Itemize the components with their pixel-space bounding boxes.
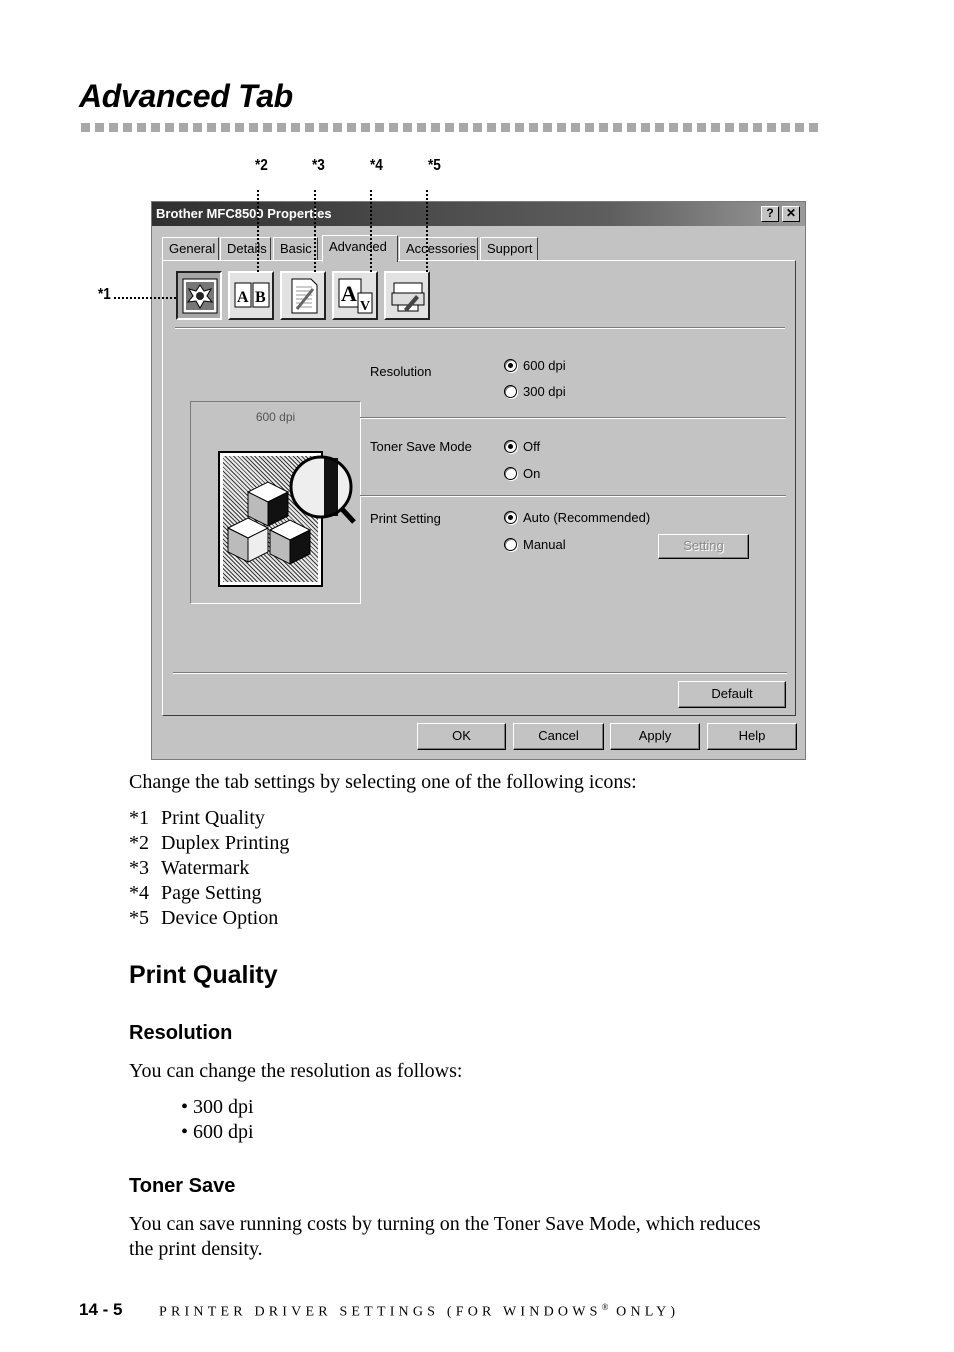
list-number: *5 xyxy=(129,907,149,929)
list-label: Device Option xyxy=(161,907,279,929)
watermark-icon xyxy=(286,277,322,315)
close-icon: ✕ xyxy=(785,206,797,220)
radio-button[interactable] xyxy=(504,385,517,398)
list-item: • 300 dpi xyxy=(181,1096,254,1118)
svg-text:V: V xyxy=(360,299,371,314)
subheading-toner-save: Toner Save xyxy=(129,1175,236,1197)
group-separator xyxy=(360,495,786,497)
print-setting-auto-option[interactable] xyxy=(504,510,650,525)
preview-box xyxy=(190,401,361,604)
group-separator xyxy=(360,417,786,419)
svg-text:B: B xyxy=(255,289,266,306)
leader-line-1 xyxy=(114,297,176,299)
list-number: *2 xyxy=(129,832,149,854)
page-title: Advanced Tab xyxy=(79,78,293,114)
resolution-text: You can change the resolution as follows: xyxy=(129,1060,463,1082)
close-button[interactable] xyxy=(782,206,800,222)
svg-text:A: A xyxy=(341,281,357,306)
leader-line-5 xyxy=(426,190,428,272)
radio-button[interactable] xyxy=(504,359,517,372)
tab-general[interactable] xyxy=(162,237,219,261)
advanced-tab-panel xyxy=(162,260,796,716)
duplex-printing-button[interactable] xyxy=(228,271,274,320)
radio-button[interactable] xyxy=(504,467,517,480)
callout-2: *2 xyxy=(255,157,268,174)
list-label: Page Setting xyxy=(161,882,262,904)
subheading-resolution: Resolution xyxy=(129,1022,233,1044)
device-option-button[interactable] xyxy=(384,271,430,320)
page-number: 14 - 5 xyxy=(79,1300,123,1319)
tab-label: Accessories xyxy=(406,241,477,256)
dialog-title: Brother MFC8500 Properties xyxy=(156,206,332,221)
option-label: 300 dpi xyxy=(523,384,566,399)
preview-cubes-illustration xyxy=(206,452,356,592)
list-label: Duplex Printing xyxy=(161,832,290,854)
callout-4: *4 xyxy=(370,157,383,174)
section-heading-print-quality: Print Quality xyxy=(129,961,278,989)
help-button[interactable]: Help xyxy=(707,723,797,750)
cancel-button[interactable]: Cancel xyxy=(513,723,604,750)
callout-3: *3 xyxy=(312,157,325,174)
page-setting-icon xyxy=(338,277,374,315)
list-item xyxy=(129,856,289,881)
leader-line-4 xyxy=(370,190,372,272)
duplex-printing-icon xyxy=(234,277,270,315)
print-quality-button[interactable] xyxy=(176,271,222,320)
option-label: Auto (Recommended) xyxy=(523,510,651,525)
list-number: *4 xyxy=(129,882,149,904)
tab-accessories[interactable] xyxy=(399,237,478,261)
tab-label: Support xyxy=(487,241,533,256)
icon-row-separator xyxy=(175,327,785,329)
option-label: Off xyxy=(523,439,541,454)
toner-save-off-option[interactable] xyxy=(504,439,540,454)
radio-button[interactable] xyxy=(504,440,517,453)
list-label: Print Quality xyxy=(161,807,265,829)
option-label: Manual xyxy=(523,537,566,552)
list-item xyxy=(129,906,289,931)
setting-button[interactable]: Setting xyxy=(658,534,749,559)
resolution-300-option[interactable] xyxy=(504,384,566,399)
svg-text:A: A xyxy=(237,289,249,306)
default-button[interactable]: Default xyxy=(678,681,786,708)
tab-advanced[interactable] xyxy=(322,235,398,262)
apply-button[interactable]: Apply xyxy=(610,723,700,750)
properties-dialog xyxy=(151,201,806,760)
leader-line-2 xyxy=(257,190,259,272)
list-number: *1 xyxy=(129,807,149,829)
list-item: • 600 dpi xyxy=(181,1121,254,1143)
footer-text: PRINTER DRIVER SETTINGS (FOR WINDOWS xyxy=(159,1304,602,1320)
toner-save-on-option[interactable] xyxy=(504,466,540,481)
tab-basic[interactable] xyxy=(273,237,318,261)
tab-details[interactable] xyxy=(220,237,271,261)
toner-save-label: Toner Save Mode xyxy=(370,439,472,454)
leader-line-3 xyxy=(314,190,316,272)
print-quality-icon xyxy=(182,277,218,315)
icon-list xyxy=(129,806,289,931)
text-line: the print density. xyxy=(129,1238,263,1260)
running-footer xyxy=(159,1302,679,1321)
ok-button[interactable]: OK xyxy=(417,723,506,750)
page-setting-button[interactable] xyxy=(332,271,378,320)
text-line: You can save running costs by turning on the Toner Save Mode, which reduces xyxy=(129,1213,761,1235)
dialog-titlebar xyxy=(152,202,805,226)
tab-label: Basic xyxy=(280,241,312,256)
watermark-button[interactable] xyxy=(280,271,326,320)
resolution-label: Resolution xyxy=(370,364,432,379)
footer-text-end: ONLY) xyxy=(608,1304,680,1320)
radio-button[interactable] xyxy=(504,538,517,551)
resolution-bullets xyxy=(181,1095,254,1145)
registered-mark: ® xyxy=(601,1302,609,1312)
tab-label: General xyxy=(169,241,216,256)
option-label: On xyxy=(523,466,541,481)
list-item xyxy=(129,806,289,831)
callout-5: *5 xyxy=(428,157,441,174)
footer-separator xyxy=(173,672,787,674)
callout-1: *1 xyxy=(98,286,111,303)
question-mark-icon: ? xyxy=(766,206,774,220)
intro-text: Change the tab settings by selecting one of the following icons: xyxy=(129,771,637,793)
list-label: Watermark xyxy=(161,857,250,879)
print-setting-label: Print Setting xyxy=(370,511,441,526)
help-titlebar-button[interactable] xyxy=(761,206,779,222)
tab-label: Details xyxy=(227,241,267,256)
tab-label: Advanced xyxy=(329,239,387,254)
list-number: *3 xyxy=(129,857,149,879)
title-divider xyxy=(81,123,823,132)
toner-save-text xyxy=(129,1212,761,1262)
option-label: 600 dpi xyxy=(523,358,566,373)
preview-resolution-label: 600 dpi xyxy=(255,410,296,424)
tab-support[interactable] xyxy=(480,237,538,261)
list-item xyxy=(129,881,289,906)
device-option-icon xyxy=(390,277,426,315)
print-setting-manual-option[interactable] xyxy=(504,537,566,552)
resolution-600-option[interactable] xyxy=(504,358,566,373)
radio-button[interactable] xyxy=(504,511,517,524)
list-item xyxy=(129,831,289,856)
